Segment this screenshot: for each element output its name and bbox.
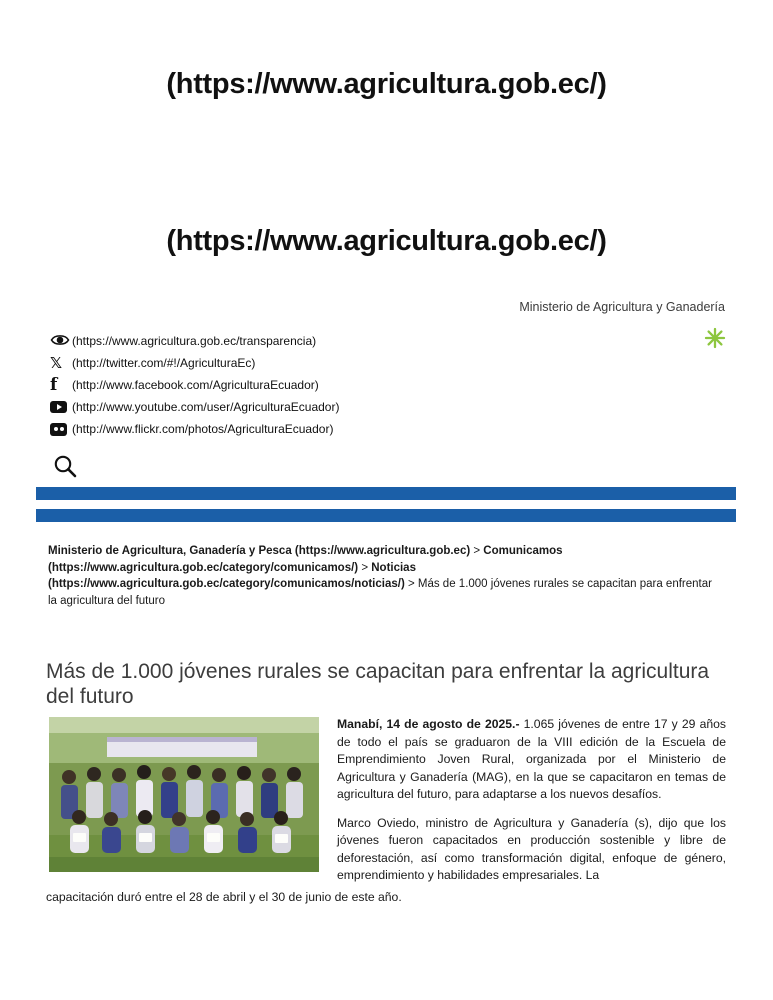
decorative-bar-bottom xyxy=(36,509,736,522)
social-link-label: (http://www.youtube.com/user/AgriculturaEcuador) xyxy=(72,400,340,414)
article-paragraph-2: Marco Oviedo, ministro de Agricultura y Ganadería (s), dijo que los jóvenes fueron capacitados en producción sostenible y libre de deforestación, así como transformación digital, enfoque de género, emprendimiento y habilidades empresariales. La xyxy=(337,815,726,882)
social-link-flickr[interactable] xyxy=(50,418,610,440)
breadcrumb-item-comunicamos[interactable]: Comunicamos (https://www.agricultura.gob.ec/category/comunicamos/) xyxy=(48,545,563,574)
social-link-youtube[interactable] xyxy=(50,396,610,418)
breadcrumb-item-current: Más de 1.000 jóvenes rurales se capacitan para enfrentar la agricultura del futuro xyxy=(48,578,712,607)
breadcrumb-separator: > xyxy=(358,561,372,574)
social-link-label: (http://www.flickr.com/photos/AgriculturaEcuador) xyxy=(72,422,334,436)
asterisk-icon xyxy=(703,326,727,350)
article-body xyxy=(337,716,726,896)
page-title: Más de 1.000 jóvenes rurales se capacitan para enfrentar la agricultura del futuro xyxy=(46,660,710,709)
breadcrumb-item-noticias[interactable]: Noticias (https://www.agricultura.gob.ec/category/comunicamos/noticias/) xyxy=(48,561,416,590)
breadcrumb-separator: > xyxy=(404,578,418,590)
article-paragraph-2-tail: capacitación duró entre el 28 de abril y el 30 de junio de este año. xyxy=(46,890,402,904)
search-icon[interactable] xyxy=(52,453,78,479)
social-link-label: (https://www.agricultura.gob.ec/transparencia) xyxy=(72,334,317,348)
breadcrumb xyxy=(48,543,724,609)
article-paragraph-1 xyxy=(337,716,726,804)
social-link-twitter[interactable] xyxy=(50,352,610,374)
site-home-link-second[interactable]: (https://www.agricultura.gob.ec/) xyxy=(166,225,607,257)
article-photo xyxy=(49,717,319,872)
eye-icon xyxy=(50,331,72,351)
site-home-link-top[interactable]: (https://www.agricultura.gob.ec/) xyxy=(166,68,607,100)
x-twitter-icon: 𝕏 xyxy=(50,354,63,372)
article-dateline: Manabí, 14 de agosto de 2025.- xyxy=(337,717,520,731)
social-links-list xyxy=(50,330,610,440)
flickr-icon xyxy=(50,419,72,439)
social-link-label: (http://twitter.com/#!/AgriculturaEc) xyxy=(72,356,256,370)
ministry-caption: Ministerio de Agricultura y Ganadería xyxy=(519,300,725,314)
youtube-icon xyxy=(50,397,72,417)
social-link-facebook[interactable] xyxy=(50,374,610,396)
facebook-icon: f xyxy=(50,375,58,395)
article-paragraph-1-text: 1.065 jóvenes de entre 17 y 29 años de todo el país se graduaron de la VIII edición de la Escuela de Emprendimiento Joven Rural, organizada por el Ministerio de Agricultura y Ganadería (MAG), en la que se capacitaron en temas de agricultura del futuro, para adaptarse a los nuevos desafíos. xyxy=(337,717,726,801)
decorative-bar-top xyxy=(36,487,736,500)
breadcrumb-separator: > xyxy=(470,545,484,557)
social-link-label: (http://www.facebook.com/AgriculturaEcuador) xyxy=(72,378,319,392)
social-link-transparencia[interactable] xyxy=(50,330,610,352)
breadcrumb-item-home[interactable]: Ministerio de Agricultura, Ganadería y Pesca (https://www.agricultura.gob.ec) xyxy=(48,545,471,557)
